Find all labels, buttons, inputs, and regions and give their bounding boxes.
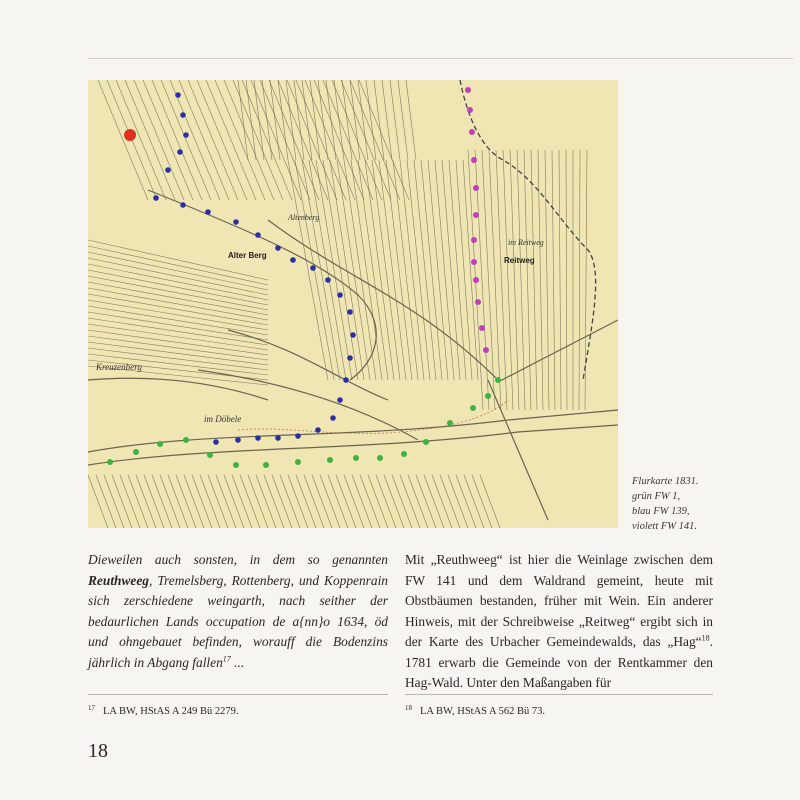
footnote-17 — [88, 705, 239, 719]
quote-text: Dieweilen auch sonsten, in dem so genannten — [88, 552, 388, 567]
footnote-number: 18 — [405, 703, 412, 712]
label-kreuzenberg: Kreuzenberg — [96, 362, 142, 372]
body-paragraph — [405, 550, 713, 694]
footnote-ref-18: 18 — [701, 633, 710, 643]
map-paper — [88, 80, 618, 528]
quote-bold-term: Reuthweeg — [88, 572, 150, 588]
footnote-ref-17: 17 — [222, 654, 231, 664]
footnote-18 — [405, 705, 545, 719]
cadastral-map — [88, 80, 618, 528]
caption-line: Flurkarte 1831. — [632, 476, 699, 487]
historic-map-figure — [88, 80, 618, 528]
label-im-doebele: im Döbele — [204, 414, 242, 424]
map-caption — [632, 474, 792, 534]
body-text: . 1781 erwarb die Gemeinde von der Rentkammer den Hag-Wald. Unter den Maßangaben für — [405, 634, 713, 690]
red-marker — [124, 129, 136, 141]
label-reitweg: Reitweg — [504, 256, 535, 265]
footnote-text: LA BW, HStAS A 562 Bü 73. — [420, 706, 546, 717]
footnote-text: LA BW, HStAS A 249 Bü 2279. — [103, 706, 239, 717]
footnote-number: 17 — [88, 703, 95, 712]
quote-paragraph — [88, 550, 388, 673]
label-altenberg: Altenberg — [288, 213, 320, 222]
body-text: Mit „Reuthweeg“ ist hier die Weinlage zwischen dem FW 141 und dem Waldrand gemeint, heute mit Obstbäumen bestanden, früher mit Wein. Ein anderer Hinweis, mit der Schreibweise „Reitweg“ ergibt sich in der Karte des Urbacher Gemeindewalds, das „Hag“ — [405, 552, 713, 649]
footnote-rule-right — [405, 694, 713, 695]
footnote-rule-left — [88, 694, 388, 695]
caption-line: violett FW 141. — [632, 521, 698, 532]
label-alter-berg: Alter Berg — [228, 251, 267, 260]
caption-line: blau FW 139, — [632, 506, 690, 517]
label-im-reitweg: im Reitweg — [508, 238, 544, 247]
quote-text: ... — [230, 654, 245, 670]
caption-line: grün FW 1, — [632, 491, 681, 502]
quote-text: , Tremelsberg, Rottenberg, und Koppenrain sich zerschiedene weingarth, nach seither der bedaurlichen Lands occupation de a{nn}o 1634, öd und ohngebauet befinden, worauff die Bodenzins jährlich in Abgang fallen — [88, 572, 388, 670]
top-rule — [88, 58, 793, 59]
page-number: 18 — [88, 740, 108, 762]
